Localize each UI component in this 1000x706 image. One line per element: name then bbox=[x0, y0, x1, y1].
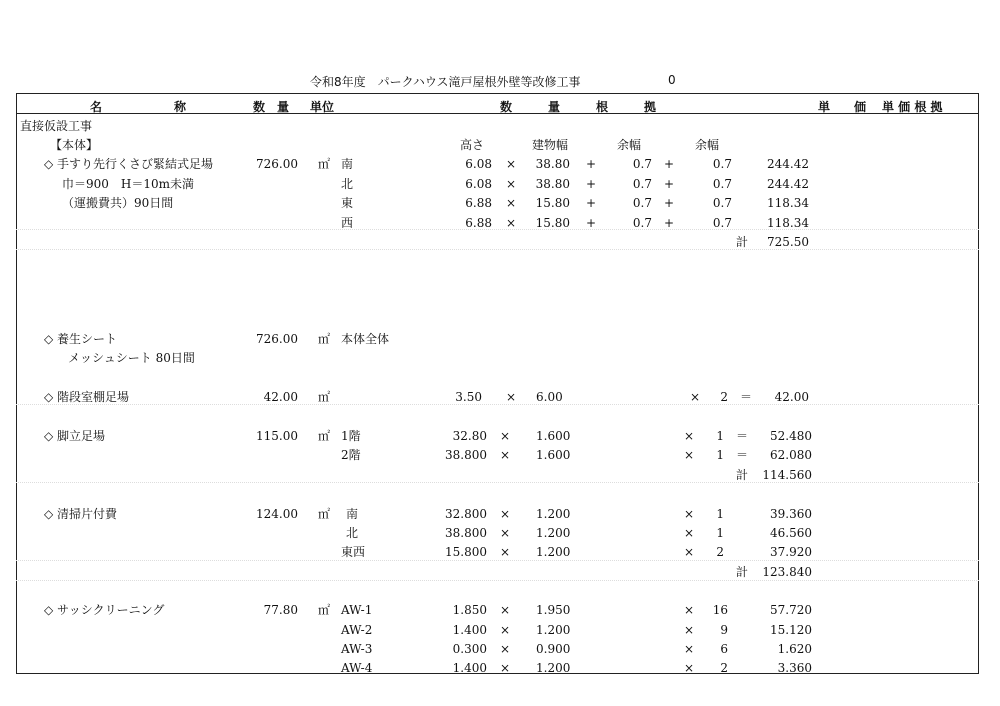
row-op: × bbox=[684, 429, 695, 443]
item-unit: ㎡ bbox=[318, 603, 331, 617]
row-value-b: 1.200 bbox=[536, 623, 571, 637]
header-price: 単 価 bbox=[818, 100, 867, 114]
row-value-c: 0.7 bbox=[632, 157, 652, 171]
item-qty: 124.00 bbox=[256, 507, 298, 521]
header-unit: 単位 bbox=[310, 100, 335, 114]
row-op: × bbox=[500, 623, 511, 637]
row-value-d: 0.7 bbox=[712, 177, 732, 191]
row-result: 37.920 bbox=[770, 545, 812, 559]
item-name: ◇ 階段室棚足場 bbox=[44, 390, 130, 404]
item-spec: （運搬費共）90日間 bbox=[62, 196, 174, 210]
row-count: 2 bbox=[720, 661, 728, 675]
row-label: AW-1 bbox=[341, 603, 373, 617]
row-op: × bbox=[500, 603, 511, 617]
row-value-a: 0.300 bbox=[452, 642, 487, 656]
item-qty: 726.00 bbox=[256, 332, 298, 346]
row-eq: ＝ bbox=[736, 448, 749, 462]
row-value-a: 1.400 bbox=[452, 623, 487, 637]
header-price-basis: 単 価 根 拠 bbox=[882, 100, 943, 114]
row-label: AW-3 bbox=[341, 642, 373, 656]
row-label: 東 bbox=[341, 196, 354, 210]
row-op: × bbox=[500, 661, 511, 675]
row-value-a: 6.08 bbox=[465, 177, 492, 191]
row-divider bbox=[16, 229, 979, 230]
row-op: × bbox=[684, 448, 695, 462]
row-value-c: 0.7 bbox=[632, 177, 652, 191]
row-op: × bbox=[500, 526, 511, 540]
item-qty: 42.00 bbox=[263, 390, 298, 404]
row-op: × bbox=[500, 448, 511, 462]
item-name: ◇ 清掃片付費 bbox=[44, 507, 118, 521]
row-op: × bbox=[506, 216, 517, 230]
row-count: 1 bbox=[716, 526, 724, 540]
col-head-margin1: 余幅 bbox=[617, 138, 642, 152]
row-op: × bbox=[500, 429, 511, 443]
item-unit: ㎡ bbox=[318, 507, 331, 521]
item-unit: ㎡ bbox=[318, 157, 331, 171]
row-value-b: 1.200 bbox=[536, 661, 571, 675]
item-spec: 巾＝900 H＝10m未満 bbox=[62, 177, 195, 191]
row-value-a: 38.800 bbox=[445, 448, 487, 462]
item-unit: ㎡ bbox=[318, 390, 331, 404]
row-op: × bbox=[690, 390, 701, 404]
total-value: 114.560 bbox=[762, 468, 812, 482]
page-number: 0 bbox=[668, 73, 676, 87]
row-value-a: 38.800 bbox=[445, 526, 487, 540]
col-head-width: 建物幅 bbox=[532, 138, 569, 152]
total-label: 計 bbox=[736, 235, 749, 249]
row-op: × bbox=[506, 157, 517, 171]
row-result: 1.620 bbox=[777, 642, 812, 656]
row-divider bbox=[16, 560, 979, 561]
row-eq: ＝ bbox=[740, 390, 753, 404]
total-value: 123.840 bbox=[762, 565, 812, 579]
row-op: × bbox=[506, 196, 517, 210]
row-value-d: 0.7 bbox=[712, 216, 732, 230]
row-count: 1 bbox=[716, 448, 724, 462]
row-value-a: 6.88 bbox=[465, 216, 492, 230]
header-qty: 数 量 bbox=[253, 100, 290, 114]
row-value-a: 6.88 bbox=[465, 196, 492, 210]
item-name: ◇ 手すり先行くさび緊結式足場 bbox=[44, 157, 214, 171]
row-value-b: 1.200 bbox=[536, 526, 571, 540]
row-label: AW-2 bbox=[341, 623, 373, 637]
row-result: 244.42 bbox=[767, 157, 809, 171]
row-value-a: 32.80 bbox=[452, 429, 487, 443]
row-op: × bbox=[684, 623, 695, 637]
item-unit: ㎡ bbox=[318, 332, 331, 346]
row-value-a: 6.08 bbox=[465, 157, 492, 171]
row-value-b: 1.600 bbox=[536, 448, 571, 462]
row-value-b: 1.600 bbox=[536, 429, 571, 443]
row-count: 1 bbox=[716, 507, 724, 521]
row-divider bbox=[16, 580, 979, 581]
row-op: × bbox=[684, 661, 695, 675]
row-op: + bbox=[664, 196, 675, 210]
row-op: + bbox=[664, 216, 675, 230]
row-count: 16 bbox=[712, 603, 728, 617]
row-op: + bbox=[664, 157, 675, 171]
item-qty: 726.00 bbox=[256, 157, 298, 171]
row-op: × bbox=[500, 545, 511, 559]
col-head-height: 高さ bbox=[460, 138, 485, 152]
row-count: 2 bbox=[720, 390, 728, 404]
item-unit: ㎡ bbox=[318, 429, 331, 443]
row-value-b: 38.80 bbox=[535, 157, 570, 171]
row-op: + bbox=[664, 177, 675, 191]
total-value: 725.50 bbox=[767, 235, 809, 249]
row-label: 北 bbox=[341, 177, 354, 191]
header-name: 名 称 bbox=[90, 100, 187, 114]
row-divider bbox=[16, 249, 979, 250]
row-result: 46.560 bbox=[770, 526, 812, 540]
row-op: × bbox=[500, 507, 511, 521]
row-count: 6 bbox=[720, 642, 728, 656]
row-count: 9 bbox=[720, 623, 728, 637]
row-op: × bbox=[684, 642, 695, 656]
item-qty: 115.00 bbox=[256, 429, 298, 443]
row-value-a: 32.800 bbox=[445, 507, 487, 521]
row-count: 2 bbox=[716, 545, 724, 559]
row-value-c: 0.7 bbox=[632, 196, 652, 210]
header-basis: 数 量 根 拠 bbox=[500, 100, 657, 114]
total-label: 計 bbox=[736, 565, 749, 579]
row-op: + bbox=[586, 177, 597, 191]
item-spec: メッシュシート 80日間 bbox=[68, 351, 195, 365]
title-text: 令和8年度 パークハウス滝戸屋根外壁等改修工事 bbox=[310, 75, 581, 89]
row-value-b: 38.80 bbox=[535, 177, 570, 191]
row-op: × bbox=[500, 642, 511, 656]
total-label: 計 bbox=[736, 468, 749, 482]
col-head-margin2: 余幅 bbox=[695, 138, 720, 152]
row-label: 南 bbox=[341, 157, 354, 171]
row-count: 1 bbox=[716, 429, 724, 443]
row-divider bbox=[16, 404, 979, 405]
row-result: 39.360 bbox=[770, 507, 812, 521]
sheet-title bbox=[310, 73, 676, 90]
row-op: × bbox=[506, 390, 517, 404]
row-label: 1階 bbox=[341, 429, 361, 443]
item-basis: 本体全体 bbox=[341, 332, 390, 346]
row-value-a: 15.800 bbox=[445, 545, 487, 559]
row-label: AW-4 bbox=[341, 661, 373, 675]
row-value-a: 1.400 bbox=[452, 661, 487, 675]
row-result: 52.480 bbox=[770, 429, 812, 443]
row-label: 2階 bbox=[341, 448, 361, 462]
row-value-b: 1.200 bbox=[536, 507, 571, 521]
item-name: ◇ 養生シート bbox=[44, 332, 118, 346]
row-op: × bbox=[506, 177, 517, 191]
row-value-d: 0.7 bbox=[712, 196, 732, 210]
row-eq: ＝ bbox=[736, 429, 749, 443]
row-value-a: 1.850 bbox=[452, 603, 487, 617]
row-result: 15.120 bbox=[770, 623, 812, 637]
row-value-b: 1.200 bbox=[536, 545, 571, 559]
row-result: 42.00 bbox=[774, 390, 809, 404]
row-result: 57.720 bbox=[770, 603, 812, 617]
item-name: ◇ サッシクリーニング bbox=[44, 603, 165, 617]
section-sub: 【本体】 bbox=[50, 138, 99, 152]
row-result: 244.42 bbox=[767, 177, 809, 191]
row-divider bbox=[16, 482, 979, 483]
item-qty: 77.80 bbox=[263, 603, 298, 617]
row-result: 118.34 bbox=[767, 216, 809, 230]
row-op: × bbox=[684, 526, 695, 540]
row-label: 西 bbox=[341, 216, 354, 230]
row-value-b: 6.00 bbox=[536, 390, 563, 404]
row-value-b: 0.900 bbox=[536, 642, 571, 656]
row-value-d: 0.7 bbox=[712, 157, 732, 171]
item-name: ◇ 脚立足場 bbox=[44, 429, 106, 443]
row-op: × bbox=[684, 507, 695, 521]
section-label: 直接仮設工事 bbox=[20, 119, 93, 133]
row-op: + bbox=[586, 216, 597, 230]
row-value-b: 15.80 bbox=[535, 196, 570, 210]
row-op: + bbox=[586, 157, 597, 171]
row-result: 118.34 bbox=[767, 196, 809, 210]
row-result: 62.080 bbox=[770, 448, 812, 462]
row-op: × bbox=[684, 545, 695, 559]
row-label: 北 bbox=[346, 526, 359, 540]
row-result: 3.360 bbox=[777, 661, 812, 675]
row-op: + bbox=[586, 196, 597, 210]
row-value-b: 1.950 bbox=[536, 603, 571, 617]
row-value-a: 3.50 bbox=[455, 390, 482, 404]
row-label: 東西 bbox=[341, 545, 366, 559]
row-label: 南 bbox=[346, 507, 359, 521]
row-value-c: 0.7 bbox=[632, 216, 652, 230]
row-op: × bbox=[684, 603, 695, 617]
row-value-b: 15.80 bbox=[535, 216, 570, 230]
